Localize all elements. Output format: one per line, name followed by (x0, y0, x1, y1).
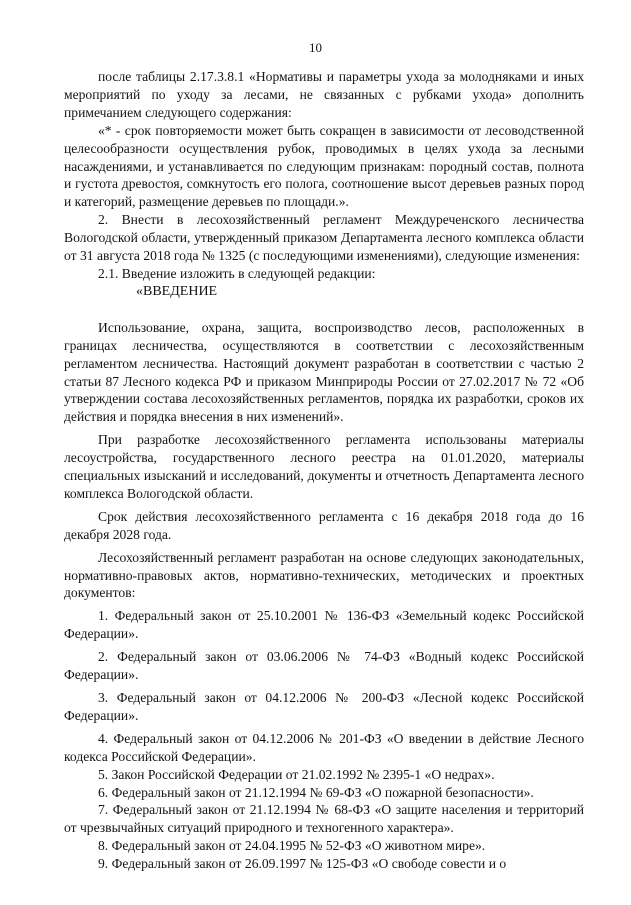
body-paragraph: Лесохозяйственный регламент разработан на основе следующих законодательных, нормативно-правовых актов, нормативно-технических, методических и проектных документов: (64, 549, 584, 601)
paragraph-table-note-intro: после таблицы 2.17.3.8.1 «Нормативы и параметры ухода за молодняками и иных мероприятий по уходу за лесами, не связанных с рубками ухода» дополнить примечанием следующего содержания: (64, 69, 584, 120)
law-list-item: 8. Федеральный закон от 24.04.1995 № 52-ФЗ «О животном мире». (98, 838, 486, 854)
law-list-item: 4. Федеральный закон от 04.12.2006 № 201-ФЗ «О введении в действие Лесного кодекса Российской Федерации». (64, 730, 584, 764)
law-list-item: 5. Закон Российской Федерации от 21.02.1992 № 2395-1 «О недрах». (98, 766, 495, 782)
paragraph-amendment-2-1: 2.1. Введение изложить в следующей редакции: (98, 265, 376, 281)
section-heading: «ВВЕДЕНИЕ (136, 283, 218, 299)
law-list-item: 1. Федеральный закон от 25.10.2001 № 136-ФЗ «Земельный кодекс Российской Федерации». (64, 608, 584, 642)
law-list-item: 9. Федеральный закон от 26.09.1997 № 125-ФЗ «О свободе совести и о (98, 856, 507, 872)
page-number: 10 (309, 40, 322, 55)
body-paragraph: Использование, охрана, защита, воспроизводство лесов, расположенных в границах лесничества, осуществляются в соответствии с лесохозяйственным регламентом лесничества. Настоящий документ разработан в соответствии с частью 2 статьи 87 Лесного кодекса РФ и приказом Минприроды России от 27.02.2017 № 72 «Об утверждении состава лесохозяйственных регламентов, порядка их разработки, сроков их действия и порядка внесения в них изменений». (64, 319, 584, 425)
law-list-item: 7. Федеральный закон от 21.12.1994 № 68-ФЗ «О защите населения и территорий от чрезвычайных ситуаций природного и техногенного характера». (64, 802, 584, 836)
paragraph-footnote-text: «* - срок повторяемости может быть сокращен в зависимости от лесоводственной целесообразности осуществления рубок, проводимых в целях ухода за лесными насаждениями, и устанавливается по следующим признакам: породный состав, полнота и густота древостоя, сомкнутость его полога, соотношение высот деревьев разных пород и категорий, размещение деревьев по площади.». (64, 122, 584, 210)
law-list-item: 6. Федеральный закон от 21.12.1994 № 69-ФЗ «О пожарной безопасности». (98, 784, 534, 800)
law-list-item: 3. Федеральный закон от 04.12.2006 № 200-ФЗ «Лесной кодекс Российской Федерации». (64, 690, 584, 723)
body-paragraph: Срок действия лесохозяйственного регламента с 16 декабря 2018 года до 16 декабря 2028 года. (64, 508, 584, 542)
law-list-item: 2. Федеральный закон от 03.06.2006 № 74-ФЗ «Водный кодекс Российской Федерации». (64, 649, 584, 683)
body-paragraph: При разработке лесохозяйственного регламента использованы материалы лесоустройства, государственного лесного реестра на 01.01.2020, материалы специальных изысканий и исследований, документы и отчетность Департамента лесного комплекса Вологодской области. (64, 432, 584, 501)
document-body (64, 68, 584, 873)
paragraph-amendment-2: 2. Внести в лесохозяйственный регламент Междуреченского лесничества Вологодской области, утвержденный приказом Департамента лесного комплекса области от 31 августа 2018 года № 1325 (с последующими изменениями), следующие изменения: (64, 212, 584, 264)
